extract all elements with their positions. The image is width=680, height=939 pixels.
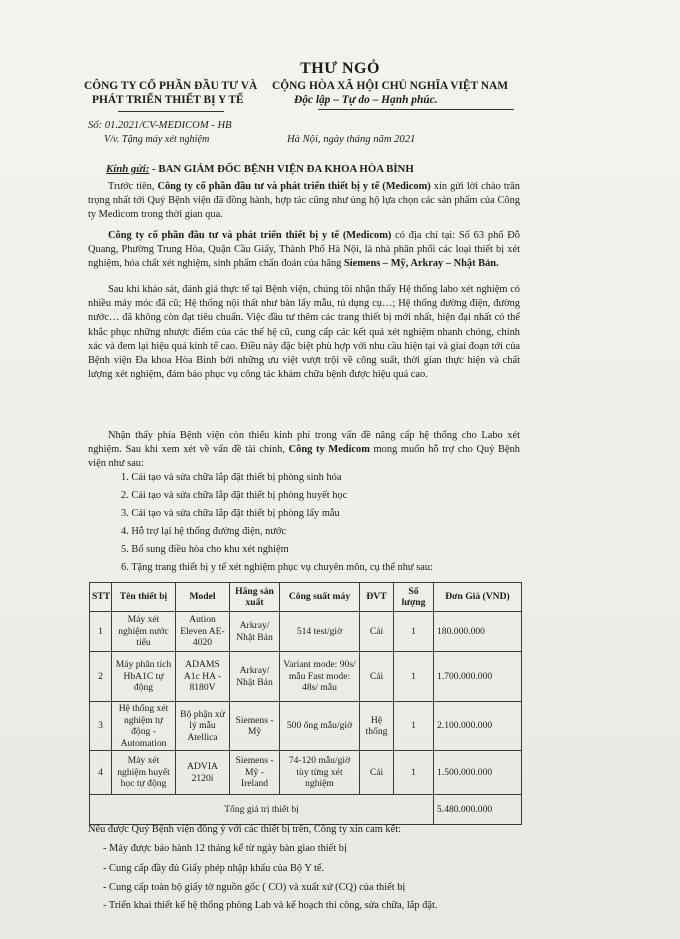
company-full-name: Công ty cổ phần đầu tư và phát triển thiết bị y tế (Medicom)	[157, 181, 431, 192]
support-item-4: 4. Hỗ trợ lại hệ thống đường điện, nước	[121, 526, 287, 537]
table-cell: Cái	[360, 652, 394, 702]
table-cell: Variant mode: 90s/ mẫu Fast mode: 48s/ mẫu	[280, 652, 360, 702]
table-cell: ADVIA 2120i	[176, 751, 230, 795]
table-cell: 4	[90, 751, 112, 795]
company-full-name-2: Công ty cổ phần đầu tư và phát triển thiết bị y tế (Medicom)	[108, 230, 392, 241]
company-short-name: Công ty Medicom	[288, 444, 370, 456]
total-label: Tổng giá trị thiết bị	[90, 795, 434, 825]
national-title: CỘNG HÒA XÃ HỘI CHỦ NGHĨA VIỆT NAM	[272, 80, 508, 92]
company-address-text: có địa chỉ tại: Số 63 phố Đỗ Quang, Phường Trung Hòa, Quận Cầu Giấy, Thành Phố Hà Nội, là nhà phân phối các loại thiết bị xét nghiệm, hóa chất xét nghiệm, sinh phẩm chẩn đoán của hãng	[88, 230, 521, 270]
support-intro-prefix: Nhận thấy phía Bệnh viện còn thiếu kinh phí trong vấn đề nâng cấp hệ thống cho Labo xét nghiệm. Sau khi xem xét về vấn đề tài chính,	[88, 430, 520, 456]
table-cell: Cái	[360, 751, 394, 795]
table-cell: 500 ống mẫu/giờ	[280, 702, 360, 751]
support-item-2: 2. Cải tạo và sửa chữa lắp đặt thiết bị phòng huyết học	[121, 490, 348, 501]
paragraph-intro	[88, 180, 520, 223]
recipient-name: - BAN GIÁM ĐỐC BỆNH VIỆN ĐA KHOA HÒA BÌNH	[149, 163, 414, 175]
table-cell: Cái	[360, 612, 394, 652]
table-cell: Siemens - Mỹ - Ireland	[230, 751, 280, 795]
brand-names: Siemens – Mỹ, Arkray – Nhật Bản.	[343, 258, 499, 270]
paragraph-company-info	[88, 229, 520, 272]
survey-text: Sau khi khảo sát, đánh giá thực tế tại Bệnh viện, chúng tôi nhận thấy Hệ thống labo xét nghiệm có nhiều máy móc đã cũ; Hệ thống nội thất như bàn lấy mẫu, tủ dụng cụ…; Hệ thống đường điện, đường nước… đã không còn đạt tiêu chuẩn. Việc đầu tư thêm các trang thiết bị mới nhất, hiện đại nhất có thể khắc phục những nhược điểm của các thế hệ cũ, cung cấp các kết quả xét nghiệm nhanh chóng, chính xác và đem lại hiệu quả kinh tế cao. Điều này đặc biệt phù hợp với nhu cầu hiện tại và giai đoạn tới của Bệnh viện Đa khoa Hòa Bình bởi những ưu việt vượt trội về công suất, thời gian thực hiện và chất lượng xét nghiệm, đảm bảo phục vụ công tác khám chữa bệnh được hiệu quả cao.	[88, 284, 520, 381]
table-cell: Bộ phận xử lý mẫu Atellica	[176, 702, 230, 751]
table-header-row	[90, 583, 522, 612]
table-cell: 1.700.000.000	[434, 652, 522, 702]
table-row	[90, 652, 522, 702]
table-cell: 1	[394, 652, 434, 702]
paragraph-survey	[88, 283, 520, 382]
support-item-5: 5. Bổ sung điều hòa cho khu xét nghiệm	[121, 544, 289, 555]
table-cell: 1	[394, 702, 434, 751]
table-cell: 514 test/giờ	[280, 612, 360, 652]
table-cell: 180.000.000	[434, 612, 522, 652]
closing-sentence: Nếu được Quý Bệnh viện đồng ý với các thiết bị trên, Công ty xin cam kết:	[88, 824, 401, 835]
table-row	[90, 702, 522, 751]
table-total-row	[90, 795, 522, 825]
table-cell: Máy phân tích HbA1C tự động	[112, 652, 176, 702]
table-cell: 1	[90, 612, 112, 652]
table-cell: Máy xét nghiệm huyết học tự động	[112, 751, 176, 795]
commitment-item-1: - Máy được bảo hành 12 tháng kể từ ngày bàn giao thiết bị	[103, 843, 347, 854]
header-cell: Số lượng	[394, 583, 434, 612]
paragraph-support-intro	[88, 429, 520, 472]
commitment-item-2: - Cung cấp đầy đủ Giấy phép nhập khẩu của Bộ Y tế.	[103, 863, 325, 874]
support-item-1: 1. Cải tạo và sửa chữa lắp đặt thiết bị phòng sinh hóa	[121, 472, 342, 483]
commitment-item-4: - Triển khai thiết kế hệ thống phòng Lab và kế hoạch thi công, sửa chữa, lắp đặt.	[103, 900, 438, 911]
company-underline	[118, 111, 224, 112]
header-cell: Tên thiết bị	[112, 583, 176, 612]
document-number: Số: 01.2021/CV-MEDICOM - HB	[88, 120, 232, 131]
header-cell: Model	[176, 583, 230, 612]
table-cell: Máy xét nghiệm nước tiểu	[112, 612, 176, 652]
table-cell: 2.100.000.000	[434, 702, 522, 751]
table-cell: 1	[394, 751, 434, 795]
table-cell: Siemens - Mỹ	[230, 702, 280, 751]
table-cell: Hệ thống xét nghiệm tự động - Automation	[112, 702, 176, 751]
support-item-3: 3. Cải tạo và sửa chữa lắp đặt thiết bị phòng lấy mẫu	[121, 508, 340, 519]
table-cell: Aution Eleven AE-4020	[176, 612, 230, 652]
table-row	[90, 612, 522, 652]
company-name-line1: CÔNG TY CỔ PHẦN ĐẦU TƯ VÀ	[84, 80, 258, 92]
table-cell: 74-120 mẫu/giờ tùy từng xét nghiệm	[280, 751, 360, 795]
table-cell: Hệ thống	[360, 702, 394, 751]
table-cell: 3	[90, 702, 112, 751]
commitment-item-3: - Cung cấp toàn bộ giấy tờ nguồn gốc ( CO) và xuất xứ (CQ) của thiết bị	[103, 882, 406, 893]
support-item-6: 6. Tặng trang thiết bị y tế xét nghiệm phục vụ chuyên môn, cụ thể như sau:	[121, 562, 433, 573]
header-cell: ĐVT	[360, 583, 394, 612]
intro-text: xin gửi lời chào trân trọng nhất tới Quý Bệnh viện đã đồng hành, hợp tác cũng như ủng hộ lựa chọn các sản phẩm của Công ty Medicom trong thời gian qua.	[88, 181, 520, 221]
table-cell: 1.500.000.000	[434, 751, 522, 795]
recipient-line	[106, 163, 414, 175]
national-motto: Độc lập – Tự do – Hạnh phúc.	[294, 94, 438, 106]
letter-title: THƯ NGỎ	[300, 60, 380, 77]
header-cell: Đơn Giá (VND)	[434, 583, 522, 612]
table-cell: 1	[394, 612, 434, 652]
place-and-date: Hà Nội, ngày tháng năm 2021	[287, 134, 416, 145]
table-cell: Arkray/ Nhật Bản	[230, 652, 280, 702]
intro-prefix: Trước tiên,	[108, 181, 158, 192]
total-value: 5.480.000.000	[434, 795, 522, 825]
header-cell: STT	[90, 583, 112, 612]
document-subject: V/v. Tặng máy xét nghiệm	[104, 134, 210, 145]
table-row	[90, 751, 522, 795]
table-cell: 2	[90, 652, 112, 702]
equipment-table	[89, 582, 522, 825]
header-cell: Công suất máy	[280, 583, 360, 612]
header-cell: Hãng sản xuất	[230, 583, 280, 612]
recipient-label: Kính gửi:	[106, 163, 150, 175]
support-intro-text: mong muốn hỗ trợ cho Quý Bệnh viện như sau:	[88, 444, 520, 470]
motto-underline	[318, 109, 514, 110]
table-cell: Arkray/ Nhật Bản	[230, 612, 280, 652]
table-cell: ADAMS A1c HA - 8180V	[176, 652, 230, 702]
company-name-line2: PHÁT TRIỂN THIẾT BỊ Y TẾ	[92, 94, 244, 106]
